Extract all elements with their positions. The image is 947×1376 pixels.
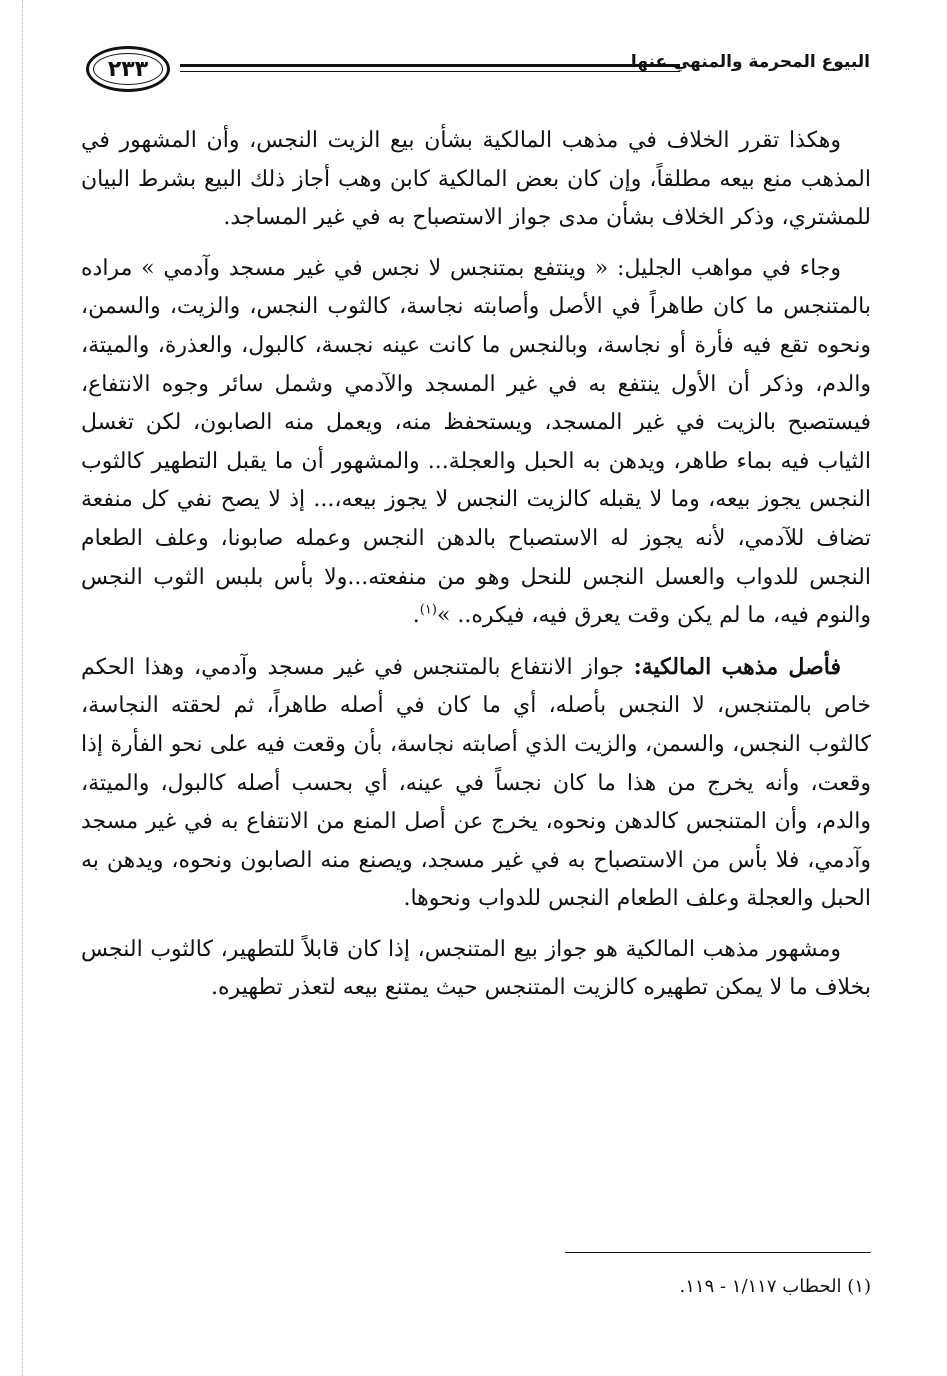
paragraph-3 bbox=[81, 648, 871, 919]
paragraph-4 bbox=[81, 931, 871, 1008]
paragraph-text: جواز الانتفاع بالمتنجس في غير مسجد وآدمي، وهذا الحكم خاص بالمتنجس، لا النجس بأصله، أي ما كان في أصله طاهراً، ثم لحقته النجاسة، كالثوب النجس، والسمن، والزيت الذي أصابته نجاسة، بأن وقعت فيه على نحو الفأرة إذا وقعت، وأنه يخرج من هذا ما كان نجساً في عينه، أي بحسب أصله كالبول، والميتة، والدم، وأن المتنجس كالدهن ونحوه، يخرج عن أصل المنع من الانتفاع به في غير مسجد وآدمي، فلا بأس من الاستصباح به في غير مسجد، ويصنع منه الصابون ونحوه، ويدهن به الحبل والعجلة وعلف الطعام النجس للدواب ونحوها. bbox=[81, 654, 871, 912]
paragraph-2 bbox=[81, 250, 871, 636]
body-text bbox=[81, 122, 871, 1020]
paragraph-1 bbox=[81, 122, 871, 238]
paragraph-text: ومشهور مذهب المالكية هو جواز بيع المتنجس، إذا كان قابلاً للتطهير، كالثوب النجس بخلاف ما لا يمكن تطهيره كالزيت المتنجس حيث يمتنع بيعه لتعذر تطهيره. bbox=[81, 936, 871, 1001]
paragraph-text: وجاء في مواهب الجليل: « وينتفع بمتنجس لا نجس في غير مسجد وآدمي » مراده بالمتنجس ما كان طاهراً في الأصل وأصابته نجاسة، كالثوب النجس، والزيت، والسمن، ونحوه تقع فيه فأرة أو نجاسة، وبالنجس ما كانت عينه نجسة، كالبول، والعذرة، والميتة، والدم، وذكر أن الأول ينتفع به في غير المسجد والآدمي وشمل سائر وجوه الانتفاع، فيستصبح بالزيت في غير المسجد، ويستحفظ منه، ويعمل منه الصابون، لكن تغسل الثياب فيه بماء طاهر، ويدهن به الحبل والعجلة... والمشهور أن ما يقبل التطهير كالثوب النجس يجوز بيعه، وما لا يقبله كالزيت النجس لا يجوز بيعه،... إذ لا يصح نفي كل منفعة تضاف للآدمي، لأنه يجوز له الاستصباح بالدهن النجس وعمله صابونا، وعلف الطعام النجس للدواب والعسل النجس للنحل وهو من منفعته...ولا بأس بلبس الثوب النجس والنوم فيه، ما لم يكن وقت يعرق فيه، فيكره.. » bbox=[81, 255, 871, 629]
paragraph-end-mark: . bbox=[412, 603, 420, 629]
footnote-reference[interactable]: (١) bbox=[419, 602, 437, 618]
scan-edge-line bbox=[22, 0, 23, 1376]
footnote-divider bbox=[565, 1252, 871, 1253]
header-rule-thin bbox=[180, 71, 680, 72]
paragraph-text: وهكذا تقرر الخلاف في مذهب المالكية بشأن بيع الزيت النجس، وأن المشهور في المذهب منع بيعه مطلقاً، وإن كان بعض المالكية كابن وهب أجاز ذلك البيع بشرط البيان للمشتري، وذكر الخلاف بشأن مدى جواز الاستصباح به في غير المساجد. bbox=[81, 128, 871, 231]
footnote: (١) الحطاب ١/١١٧ - ١١٩. bbox=[679, 1276, 871, 1297]
header-rule-thick bbox=[180, 64, 680, 67]
page-number-frame bbox=[86, 46, 170, 92]
paragraph-lead-heading: فأصل مذهب المالكية: bbox=[633, 653, 841, 680]
running-title: البيوع المحرمة والمنهي عنها bbox=[630, 52, 870, 72]
page-number: ٢٣٣ bbox=[107, 56, 149, 82]
page-header bbox=[80, 42, 870, 102]
